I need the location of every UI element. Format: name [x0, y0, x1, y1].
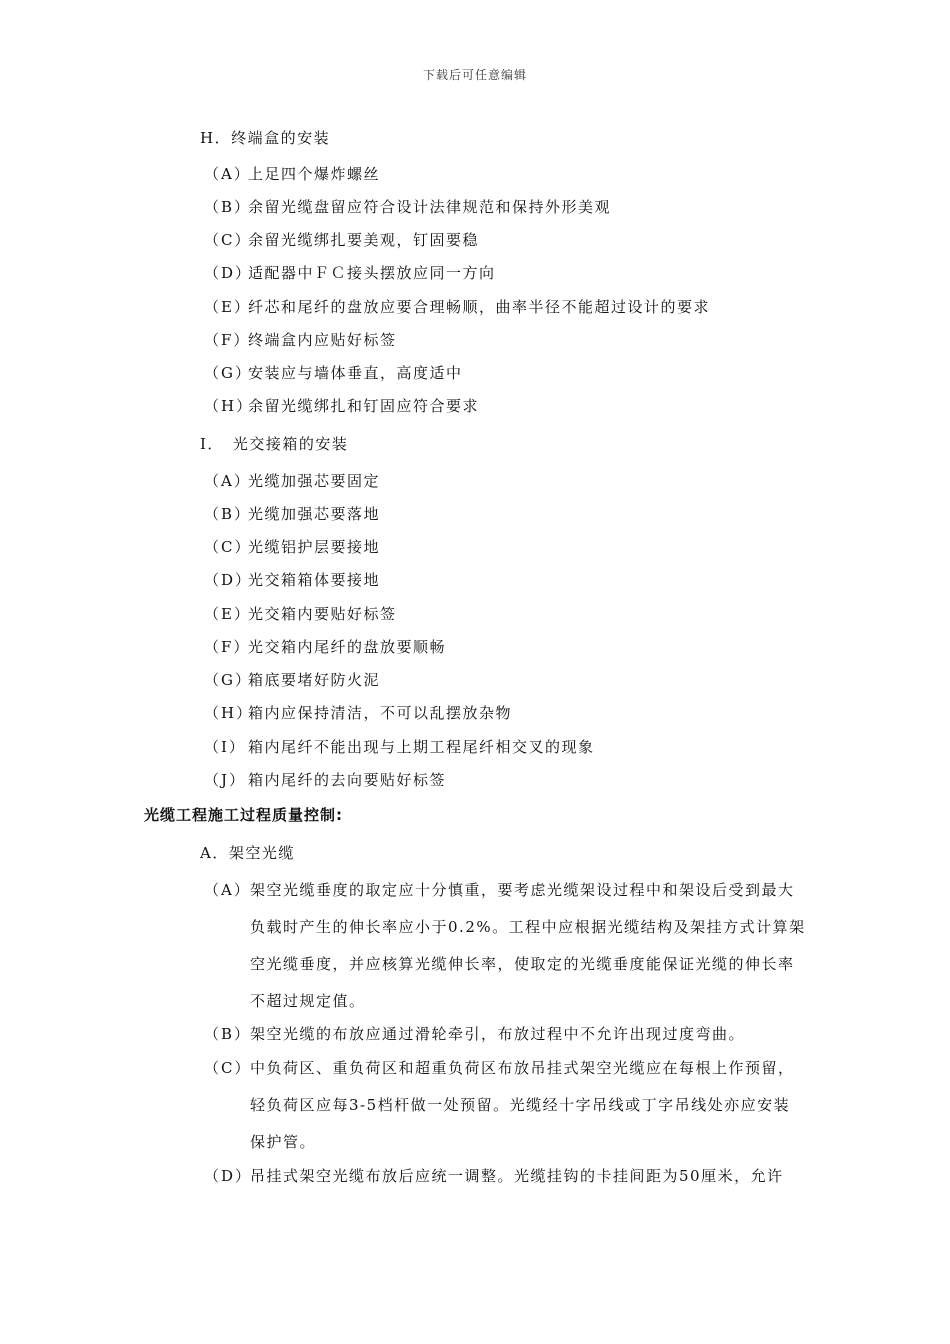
- list-item: [204, 737, 595, 757]
- item-label: （D）: [204, 264, 253, 282]
- item-label: （J）: [204, 771, 247, 789]
- list-item: [204, 637, 446, 657]
- list-item: [204, 670, 380, 690]
- paragraph-line: 架空光缆的布放应通过滑轮牵引，布放过程中不允许出现过度弯曲。: [250, 1025, 746, 1043]
- item-label: （G）: [204, 671, 252, 689]
- paragraph-line: 负载时产生的伸长率应小于0.2%。工程中应根据光缆结构及架挂方式计算架: [250, 918, 806, 936]
- paragraph-text: [250, 880, 810, 1028]
- item-text: 光缆铝护层要接地: [248, 538, 381, 556]
- item-text: 箱内尾纤的去向要贴好标签: [248, 771, 447, 789]
- item-text: 终端盒内应贴好标签: [248, 331, 397, 349]
- item-text: 箱底要堵好防火泥: [248, 671, 381, 689]
- list-item: [204, 504, 380, 524]
- list-item: [204, 297, 710, 317]
- item-text: 纤芯和尾纤的盘放应要合理畅顺，曲率半径不能超过设计的要求: [248, 298, 711, 316]
- item-label: （A）: [204, 165, 251, 183]
- item-text: 光交箱箱体要接地: [248, 571, 381, 589]
- list-item: [204, 570, 380, 590]
- item-label: （B）: [204, 505, 252, 523]
- paragraph-line: 保护管。: [250, 1133, 317, 1151]
- paragraph-line: 吊挂式架空光缆布放后应统一调整。光缆挂钩的卡挂间距为50厘米，允许: [250, 1167, 784, 1185]
- item-text: 余留光缆绑扎要美观，钉固要稳: [248, 231, 480, 249]
- paragraph-text: [250, 1024, 810, 1061]
- item-text: 余留光缆盘留应符合设计法律规范和保持外形美观: [248, 198, 612, 216]
- list-item: [204, 604, 397, 624]
- paragraph-text: [250, 1058, 810, 1169]
- paragraph-line: 架空光缆垂度的取定应十分慎重，要考虑光缆架设过程中和架设后受到最大: [250, 881, 795, 899]
- item-label: （H）: [204, 704, 254, 722]
- item-label: （B）: [204, 198, 252, 216]
- paragraph-label: （D）: [204, 1167, 253, 1185]
- item-label: （G）: [204, 364, 252, 382]
- paragraph-label: （C）: [204, 1059, 252, 1077]
- list-item: [204, 703, 512, 723]
- paragraph-label: （B）: [204, 1025, 252, 1043]
- list-item: [204, 330, 397, 350]
- paragraph-line: 中负荷区、重负荷区和超重负荷区布放吊挂式架空光缆应在每根上作预留，: [250, 1059, 795, 1077]
- item-label: （C）: [204, 231, 252, 249]
- item-text: 上足四个爆炸螺丝: [248, 165, 381, 183]
- paragraph-line: 轻负荷区应每3-5档杆做一处预留。光缆经十字吊线或丁字吊线处亦应安装: [250, 1096, 791, 1114]
- paragraph-line: 不超过规定值。: [250, 992, 366, 1010]
- item-label: （E）: [204, 605, 251, 623]
- item-label: （I）: [204, 738, 246, 756]
- list-item: [204, 770, 446, 790]
- section-i-title: I． 光交接箱的安装: [200, 435, 349, 453]
- item-text: 光交箱内尾纤的盘放要顺畅: [248, 638, 447, 656]
- list-item: [204, 396, 479, 416]
- list-item: [204, 164, 380, 184]
- list-item: [204, 471, 380, 491]
- paragraph-text: [250, 1166, 810, 1203]
- item-label: （C）: [204, 538, 252, 556]
- item-text: 箱内应保持清洁，不可以乱摆放杂物: [248, 704, 513, 722]
- item-text: 余留光缆绑扎和钉固应符合要求: [248, 397, 480, 415]
- list-item: [204, 230, 479, 250]
- item-text: 箱内尾纤不能出现与上期工程尾纤相交叉的现象: [248, 738, 595, 756]
- item-label: （D）: [204, 571, 253, 589]
- item-label: （A）: [204, 472, 251, 490]
- item-text: 安装应与墙体垂直，高度适中: [248, 364, 463, 382]
- page-header: 下载后可任意编辑: [422, 68, 527, 82]
- list-item: [204, 363, 463, 383]
- subsection-a-title: A．架空光缆: [200, 844, 295, 862]
- quality-control-heading: 光缆工程施工过程质量控制:: [144, 806, 343, 824]
- item-label: （H）: [204, 397, 254, 415]
- paragraph-line: 空光缆垂度，并应核算光缆伸长率，使取定的光缆垂度能保证光缆的伸长率: [250, 955, 795, 973]
- list-item: [204, 537, 380, 557]
- list-item: [204, 263, 496, 283]
- item-text: 适配器中ＦＣ接头摆放应同一方向: [248, 264, 496, 282]
- item-text: 光缆加强芯要落地: [248, 505, 381, 523]
- item-label: （F）: [204, 638, 251, 656]
- item-text: 光缆加强芯要固定: [248, 472, 381, 490]
- paragraph-label: （A）: [204, 881, 251, 899]
- item-label: （E）: [204, 298, 251, 316]
- item-label: （F）: [204, 331, 251, 349]
- section-h-title: H．终端盒的安装: [200, 129, 331, 147]
- item-text: 光交箱内要贴好标签: [248, 605, 397, 623]
- list-item: [204, 197, 611, 217]
